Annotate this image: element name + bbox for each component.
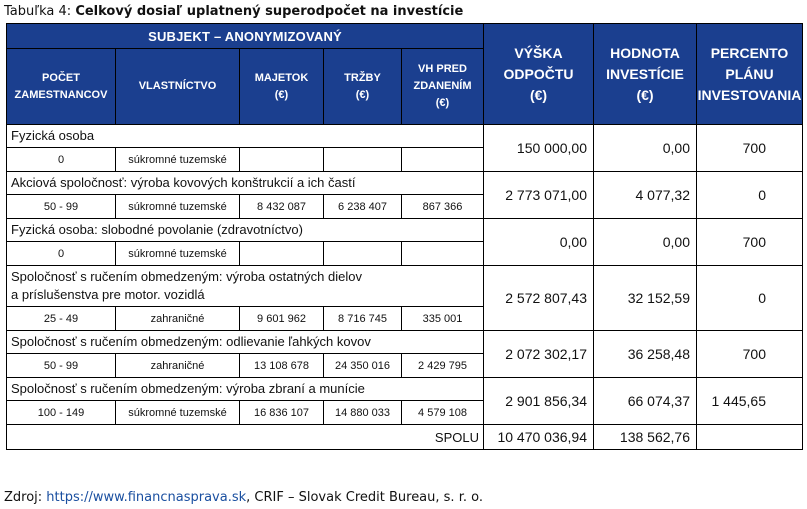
majetok: 16 836 107 (240, 401, 324, 425)
table-caption (4, 4, 463, 19)
hodnota-investicie: 4 077,32 (594, 172, 697, 219)
company-description-line: a príslušenstva pre motor. vozidlá (11, 287, 205, 302)
header-vlastnictvo: VLASTNÍCTVO (116, 49, 240, 125)
majetok (240, 242, 324, 266)
header-hodnota-investicie: HODNOTA INVESTÍCIE (€) (594, 24, 697, 125)
company-description-line: Spoločnosť s ručením obmedzeným: výroba zbraní a munície (11, 381, 365, 396)
company-row (7, 266, 803, 307)
trzby: 6 238 407 (324, 195, 402, 219)
total-percento (697, 425, 803, 450)
trzby: 24 350 016 (324, 354, 402, 378)
company-description-line: Spoločnosť s ručením obmedzeným: odlievanie ľahkých kovov (11, 334, 371, 349)
pocet-zamestnancov: 100 - 149 (7, 401, 116, 425)
vyska-odpoctu: 2 572 807,43 (484, 266, 594, 331)
vlastnictvo: súkromné tuzemské (116, 242, 240, 266)
company-description (7, 266, 484, 307)
vlastnictvo: súkromné tuzemské (116, 148, 240, 172)
company-description-line: Fyzická osoba (11, 128, 95, 143)
source-link[interactable]: https://www.financnasprava.sk (46, 490, 247, 505)
hodnota-investicie: 66 074,37 (594, 378, 697, 425)
company-description (7, 219, 484, 242)
source-prefix: Zdroj: (4, 490, 47, 505)
percento-planu: 700 (697, 219, 803, 266)
vyska-odpoctu: 0,00 (484, 219, 594, 266)
vyska-odpoctu: 2 072 302,17 (484, 331, 594, 378)
header-majetok: MAJETOK (€) (240, 49, 324, 125)
pocet-zamestnancov: 50 - 99 (7, 354, 116, 378)
pocet-zamestnancov: 50 - 99 (7, 195, 116, 219)
vlastnictvo: súkromné tuzemské (116, 195, 240, 219)
majetok: 13 108 678 (240, 354, 324, 378)
header-vh-pred-zdanenim: VH PRED ZDANENÍM (€) (402, 49, 484, 125)
vh-pred-zdanenim: 2 429 795 (402, 354, 484, 378)
caption-title: Celkový dosiaľ uplatnený superodpočet na investície (75, 4, 464, 19)
majetok (240, 148, 324, 172)
header-pocet-zamestnancov: POČET ZAMESTNANCOV (7, 49, 116, 125)
source-suffix: , CRIF – Slovak Credit Bureau, s. r. o. (246, 490, 483, 505)
caption-prefix: Tabuľka 4: (4, 4, 76, 19)
header-subjekt: SUBJEKT – ANONYMIZOVANÝ (7, 24, 484, 49)
source-note (4, 490, 483, 505)
majetok: 9 601 962 (240, 307, 324, 331)
company-description (7, 172, 484, 195)
percento-planu: 0 (697, 172, 803, 219)
company-description-line: Spoločnosť s ručením obmedzeným: výroba ostatných dielov (11, 269, 362, 284)
total-row (7, 425, 803, 450)
total-vyska: 10 470 036,94 (484, 425, 594, 450)
company-row (7, 172, 803, 195)
vlastnictvo: zahraničné (116, 354, 240, 378)
trzby (324, 242, 402, 266)
vyska-odpoctu: 150 000,00 (484, 125, 594, 172)
header-vyska-odpoctu: VÝŠKA ODPOČTU (€) (484, 24, 594, 125)
percento-planu: 1 445,65 (697, 378, 803, 425)
company-description (7, 378, 484, 401)
vh-pred-zdanenim (402, 242, 484, 266)
percento-planu: 0 (697, 266, 803, 331)
trzby: 8 716 745 (324, 307, 402, 331)
total-hodnota: 138 562,76 (594, 425, 697, 450)
pocet-zamestnancov: 25 - 49 (7, 307, 116, 331)
company-row (7, 125, 803, 148)
company-description (7, 125, 484, 148)
total-label: SPOLU (7, 425, 484, 450)
vlastnictvo: súkromné tuzemské (116, 401, 240, 425)
percento-planu: 700 (697, 125, 803, 172)
hodnota-investicie: 0,00 (594, 125, 697, 172)
header-trzby: TRŽBY (€) (324, 49, 402, 125)
pocet-zamestnancov: 0 (7, 148, 116, 172)
majetok: 8 432 087 (240, 195, 324, 219)
vh-pred-zdanenim: 4 579 108 (402, 401, 484, 425)
vlastnictvo: zahraničné (116, 307, 240, 331)
company-row (7, 219, 803, 242)
vh-pred-zdanenim (402, 148, 484, 172)
vh-pred-zdanenim: 867 366 (402, 195, 484, 219)
header-percento-planu: PERCENTO PLÁNU INVESTOVANIA (697, 24, 803, 125)
pocet-zamestnancov: 0 (7, 242, 116, 266)
percento-planu: 700 (697, 331, 803, 378)
header-row-top (7, 24, 803, 49)
superodpocet-table (6, 23, 803, 450)
company-description-line: Fyzická osoba: slobodné povolanie (zdravotníctvo) (11, 222, 303, 237)
company-description (7, 331, 484, 354)
vh-pred-zdanenim: 335 001 (402, 307, 484, 331)
trzby: 14 880 033 (324, 401, 402, 425)
hodnota-investicie: 0,00 (594, 219, 697, 266)
trzby (324, 148, 402, 172)
company-row (7, 378, 803, 401)
company-row (7, 331, 803, 354)
vyska-odpoctu: 2 901 856,34 (484, 378, 594, 425)
hodnota-investicie: 36 258,48 (594, 331, 697, 378)
hodnota-investicie: 32 152,59 (594, 266, 697, 331)
vyska-odpoctu: 2 773 071,00 (484, 172, 594, 219)
company-description-line: Akciová spoločnosť: výroba kovových konštrukcií a ich častí (11, 175, 356, 190)
